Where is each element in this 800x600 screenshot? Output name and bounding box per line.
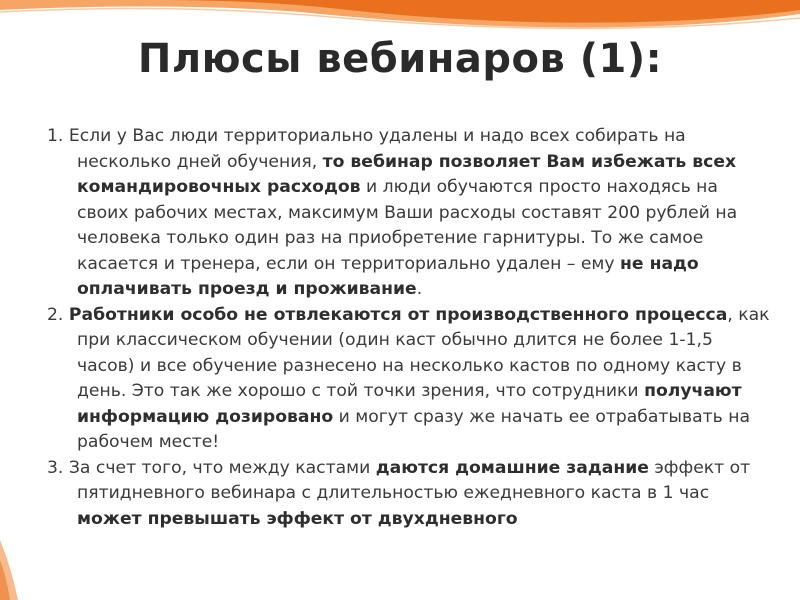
list-item: [47, 303, 772, 456]
item-text-bold: получают информацию дозировано: [77, 381, 742, 427]
item-text: Если у Вас люди территориально удалены и надо всех собирать на несколько дней обучения,: [63, 126, 686, 172]
item-text: и люди обучаются просто находясь на своих рабочих местах, максимум Ваши расходы составят 200 рублей на человека только один раз на приобретение гарнитуры. То же самое касается и тренера, если он территориально удален – ему: [77, 177, 738, 274]
item-text-bold: может превышать эффект от двухдневного: [77, 508, 518, 529]
item-text: За счет того, что между кастами: [63, 457, 376, 478]
list-item: [47, 124, 772, 303]
item-text-bold: даются домашние задание: [375, 457, 649, 478]
item-text-bold: не надо оплачивать проезд и проживание: [77, 253, 699, 299]
slide-title: Плюсы вебинаров (1):: [137, 36, 663, 82]
item-text-bold: Работники особо не отвлекаются от производственного процесса: [68, 304, 728, 325]
top-swoosh-decoration: [0, 0, 800, 40]
item-text: .: [416, 279, 423, 299]
item-text: и могут сразу же начать ее отрабатывать на рабочем месте!: [77, 406, 751, 452]
benefits-list: [47, 124, 772, 532]
item-text: , как при классическом обучении (один каст обычно длится не более 1-1,5 часов) и все обучение разнесено на несколько кастов по одному касту в день. Это так же хорошо с той точки зрения, что сотрудники: [77, 304, 770, 401]
bottom-left-swoosh-decoration: [0, 520, 60, 600]
item-number: 2.: [47, 304, 64, 325]
item-text-bold: то вебинар позволяет Вам избежать всех командировочных расходов: [77, 151, 737, 197]
item-text: эффект от пятидневного вебинара с длительностью ежедневного каста в 1 час: [77, 457, 751, 503]
item-number: 1.: [47, 126, 64, 146]
item-number: 3.: [47, 457, 64, 478]
list-item: [47, 456, 772, 533]
